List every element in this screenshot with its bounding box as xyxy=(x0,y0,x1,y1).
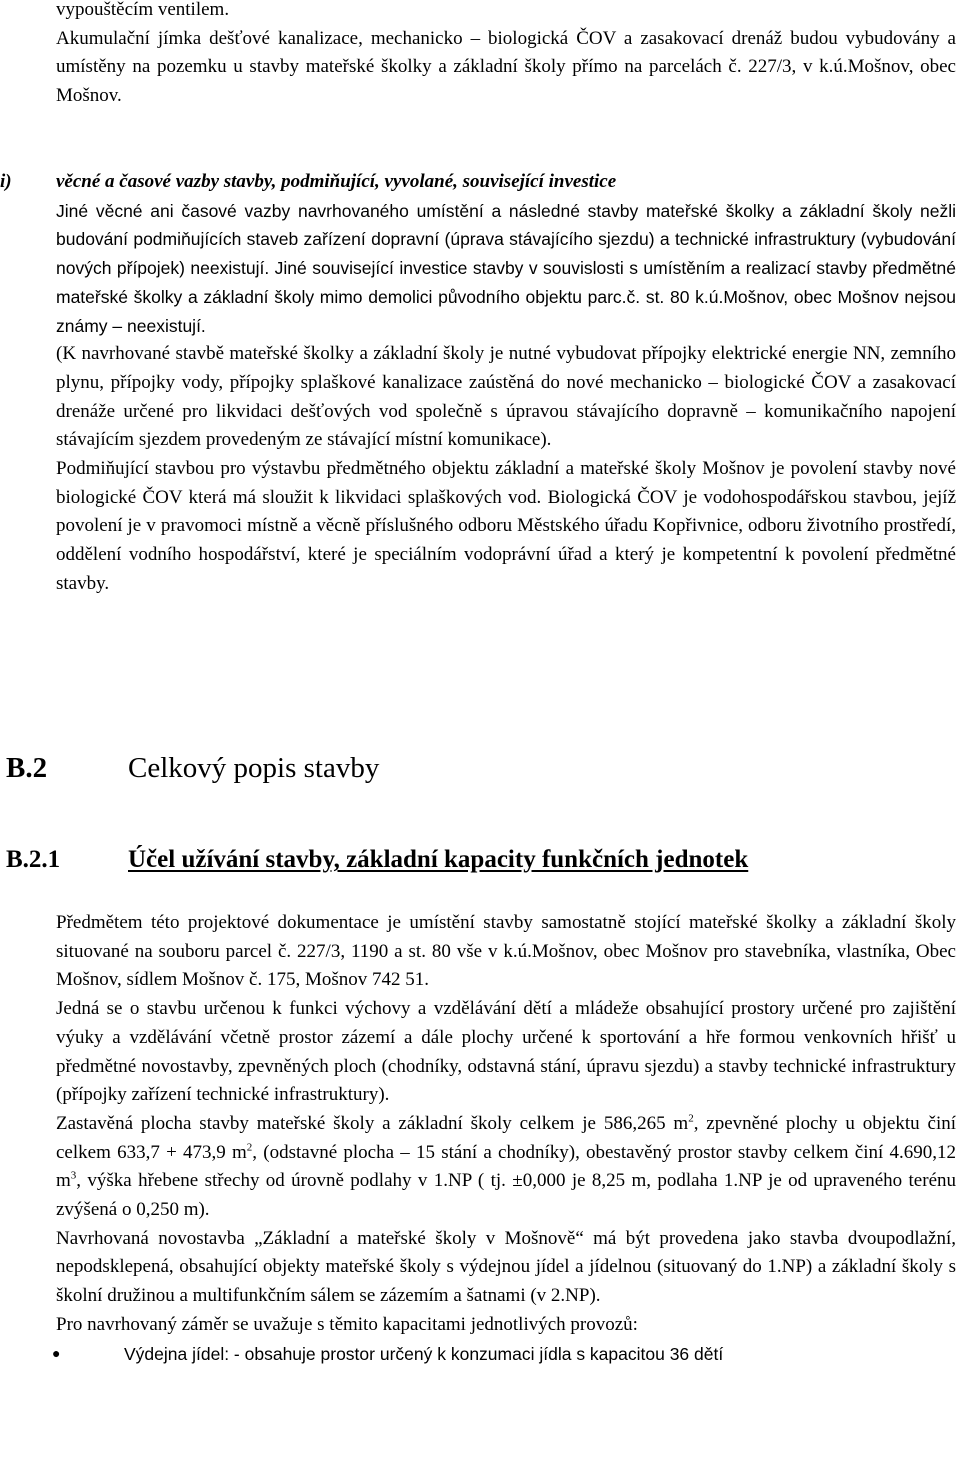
section-number: B.2.1 xyxy=(6,846,61,873)
text-run: , (odstavné plocha – 15 stání a chodníky), obestavěný prostor stavby celkem činí 4.690,12 m xyxy=(56,1141,956,1192)
paragraph-part: Jiné související investice stavby v souvislosti s umístěním a realizací stavby předmětné mateřské školky a základní školy mimo demolici původního objektu parc.č. st. 80 k.ú.Mošnov, obec Mošnov nejsou známy – neexistují. xyxy=(56,258,956,336)
superscript: 2 xyxy=(246,1141,253,1154)
section-number: B.2 xyxy=(6,752,48,784)
section-title: Účel užívání stavby, základní kapacity funkčních jednotek xyxy=(128,846,749,873)
paragraph: Jedná se o stavbu určenou k funkci výchovy a vzdělávání dětí a mládeže obsahující prostory určené pro zajištění výuky a vzdělávání včetně prostor zázemí a dále plochy určené k sportování a hře formou venkovních hřišť u předmětné novostavby, zpevněných ploch (chodníky, odstavná stání, úpravu sjezdu) a stavby technické infrastruktury (přípojky zařízení technické infrastruktury). xyxy=(56,998,956,1106)
paragraph: (K navrhované stavbě mateřské školky a základní školy je nutné vybudovat přípojky elektrické energie NN, zemního plynu, přípojky vody, přípojky splaškové kanalizace zaústěná do nové mechanicko – biologické ČOV a zasakovací drenáže určené pro likvidaci dešťových vod společně s úpravou stávajícího dopravně – komunikačního napojení stávajícím sjezdem provedeným ze stávající místní komunikace). xyxy=(56,343,956,451)
section-i-heading xyxy=(0,168,956,197)
section-i-marker: i) xyxy=(0,171,12,192)
paragraph xyxy=(56,197,956,341)
paragraph: Akumulační jímka dešťové kanalizace, mechanicko – biologická ČOV a zasakovací drenáž budou vybudovány a umístěny na pozemku u stavby mateřské školky a základní školy přímo na parcelách č. 227/3, v k.ú.Mošnov, obec Mošnov. xyxy=(56,27,956,107)
text-run: , zpevněné plochy u objektu činí celkem 633,7 + 473,9 m xyxy=(56,1112,956,1163)
text-run: , výška hřebene střechy od úrovně podlahy v 1.NP ( tj. ±0,000 je 8,25 m, podlaha 1.NP je od upraveného terénu zvýšená o 0,250 m). xyxy=(56,1170,956,1221)
section-i xyxy=(0,168,956,599)
section-i-title: věcné a časové vazby stavby, podmiňující, vyvolané, související investice xyxy=(56,171,617,192)
paragraph xyxy=(56,1110,956,1225)
section-title: Celkový popis stavby xyxy=(128,752,380,784)
paragraph-fragment: vypouštěcím ventilem. xyxy=(56,0,230,20)
paragraph: Navrhovaná novostavba „Základní a mateřské školy v Mošnově“ má být provedena jako stavba dvoupodlažní, nepodsklepená, obsahující objekty mateřské školy s výdejnou jídel a jídelnou (situovaný do 1.NP) a základní školy s školní družinou a multifunkčním sálem se zázemím a šatnami (v 2.NP). xyxy=(56,1227,956,1307)
list-item-text: Výdejna jídel: - obsahuje prostor určený k konzumaci jídla s kapacitou 36 dětí xyxy=(124,1343,724,1364)
paragraph-part: Jiné věcné ani časové vazby navrhovaného umístění a následné stavby mateřské školky a základní školy nežli budování podmiňujících staveb zařízení dopravní (úprava stávajícího sjezdu) a technické infrastruktury (vybudování nových přípojek) neexistují. xyxy=(56,200,956,279)
list-item xyxy=(52,1340,956,1372)
section-b21-body xyxy=(52,909,956,1371)
bullet-icon: ● xyxy=(52,1346,61,1362)
superscript: 2 xyxy=(688,1112,694,1125)
text-run: Zastavěná plocha stavby mateřské školy a základní školy celkem je 586,265 m xyxy=(56,1112,689,1134)
section-b2-heading xyxy=(0,752,960,785)
top-text-block xyxy=(56,0,956,111)
section-b21-heading xyxy=(0,846,960,874)
paragraph: Předmětem této projektové dokumentace je umístění stavby samostatně stojící mateřské školky a základní školy situované na souboru parcel č. 227/3, 1190 a st. 80 vše v k.ú.Mošnov, obec Mošnov pro stavebníka, vlastníka, Obec Mošnov, sídlem Mošnov č. 175, Mošnov 742 51. xyxy=(56,912,956,991)
superscript: 3 xyxy=(70,1170,77,1182)
paragraph: Pro navrhovaný záměr se uvažuje s těmito kapacitami jednotlivých provozů: xyxy=(56,1313,638,1335)
bullet-list xyxy=(52,1340,956,1372)
paragraph: Podmiňující stavbou pro výstavbu předmětného objektu základní a mateřské školy Mošnov je povolení stavby nové biologické ČOV která má sloužit k likvidaci splaškových vod. Biologická ČOV je vodohospodářskou stavbou, jejíž povolení je v pravomoci místně a věcně příslušného odboru Městského úřadu Kopřivnice, odboru životního prostředí, oddělení vodního hospodářství, které je speciálním vodoprávní úřad a který je kompetentní k povolení předmětné stavby. xyxy=(56,458,956,594)
